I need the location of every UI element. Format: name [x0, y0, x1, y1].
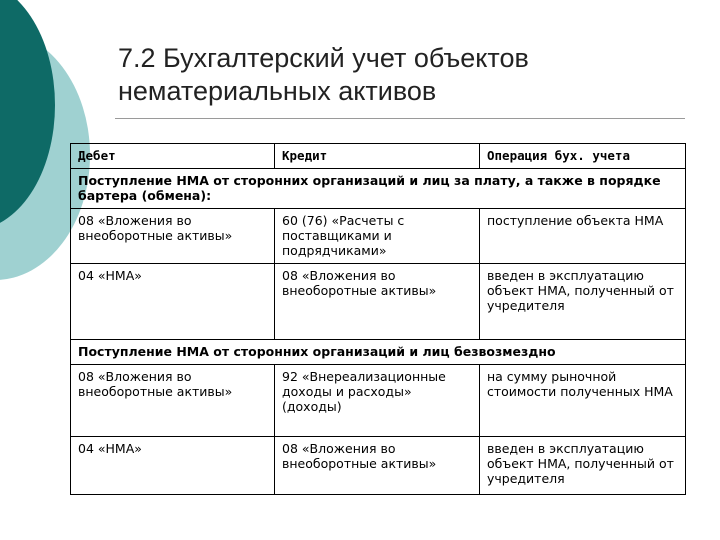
debit-cell: 04 «НМА» — [71, 437, 275, 495]
title-divider — [115, 118, 685, 119]
section-title-free: Поступление НМА от сторонних организаций и лиц безвозмездно — [71, 340, 686, 365]
table-row — [71, 209, 686, 264]
operation-cell: поступление объекта НМА — [480, 209, 686, 264]
section-title-paid: Поступление НМА от сторонних организаций и лиц за плату, а также в порядке бартера (обмена): — [71, 169, 686, 209]
table-row — [71, 264, 686, 340]
section-row-free — [71, 340, 686, 365]
credit-cell: 60 (76) «Расчеты с поставщиками и подрядчиками» — [275, 209, 480, 264]
credit-cell: 92 «Внереализационные доходы и расходы» (доходы) — [275, 365, 480, 437]
slide-title — [118, 42, 688, 108]
operation-cell: введен в эксплуатацию объект НМА, полученный от учредителя — [480, 264, 686, 340]
credit-cell: 08 «Вложения во внеоборотные активы» — [275, 437, 480, 495]
header-operation: Операция бух. учета — [480, 144, 686, 169]
debit-cell: 08 «Вложения во внеоборотные активы» — [71, 365, 275, 437]
table-row — [71, 365, 686, 437]
header-debit: Дебет — [71, 144, 275, 169]
debit-cell: 04 «НМА» — [71, 264, 275, 340]
table-row — [71, 437, 686, 495]
operation-cell: введен в эксплуатацию объект НМА, полученный от учредителя — [480, 437, 686, 495]
slide-title-line-1: 7.2 Бухгалтерский учет объектов — [118, 43, 529, 73]
credit-cell: 08 «Вложения во внеоборотные активы» — [275, 264, 480, 340]
debit-cell: 08 «Вложения во внеоборотные активы» — [71, 209, 275, 264]
accounting-entries-table — [70, 143, 686, 495]
section-row-paid — [71, 169, 686, 209]
header-credit: Кредит — [275, 144, 480, 169]
slide-title-line-2: нематериальных активов — [118, 76, 437, 106]
table-header-row — [71, 144, 686, 169]
operation-cell: на сумму рыночной стоимости полученных НМА — [480, 365, 686, 437]
